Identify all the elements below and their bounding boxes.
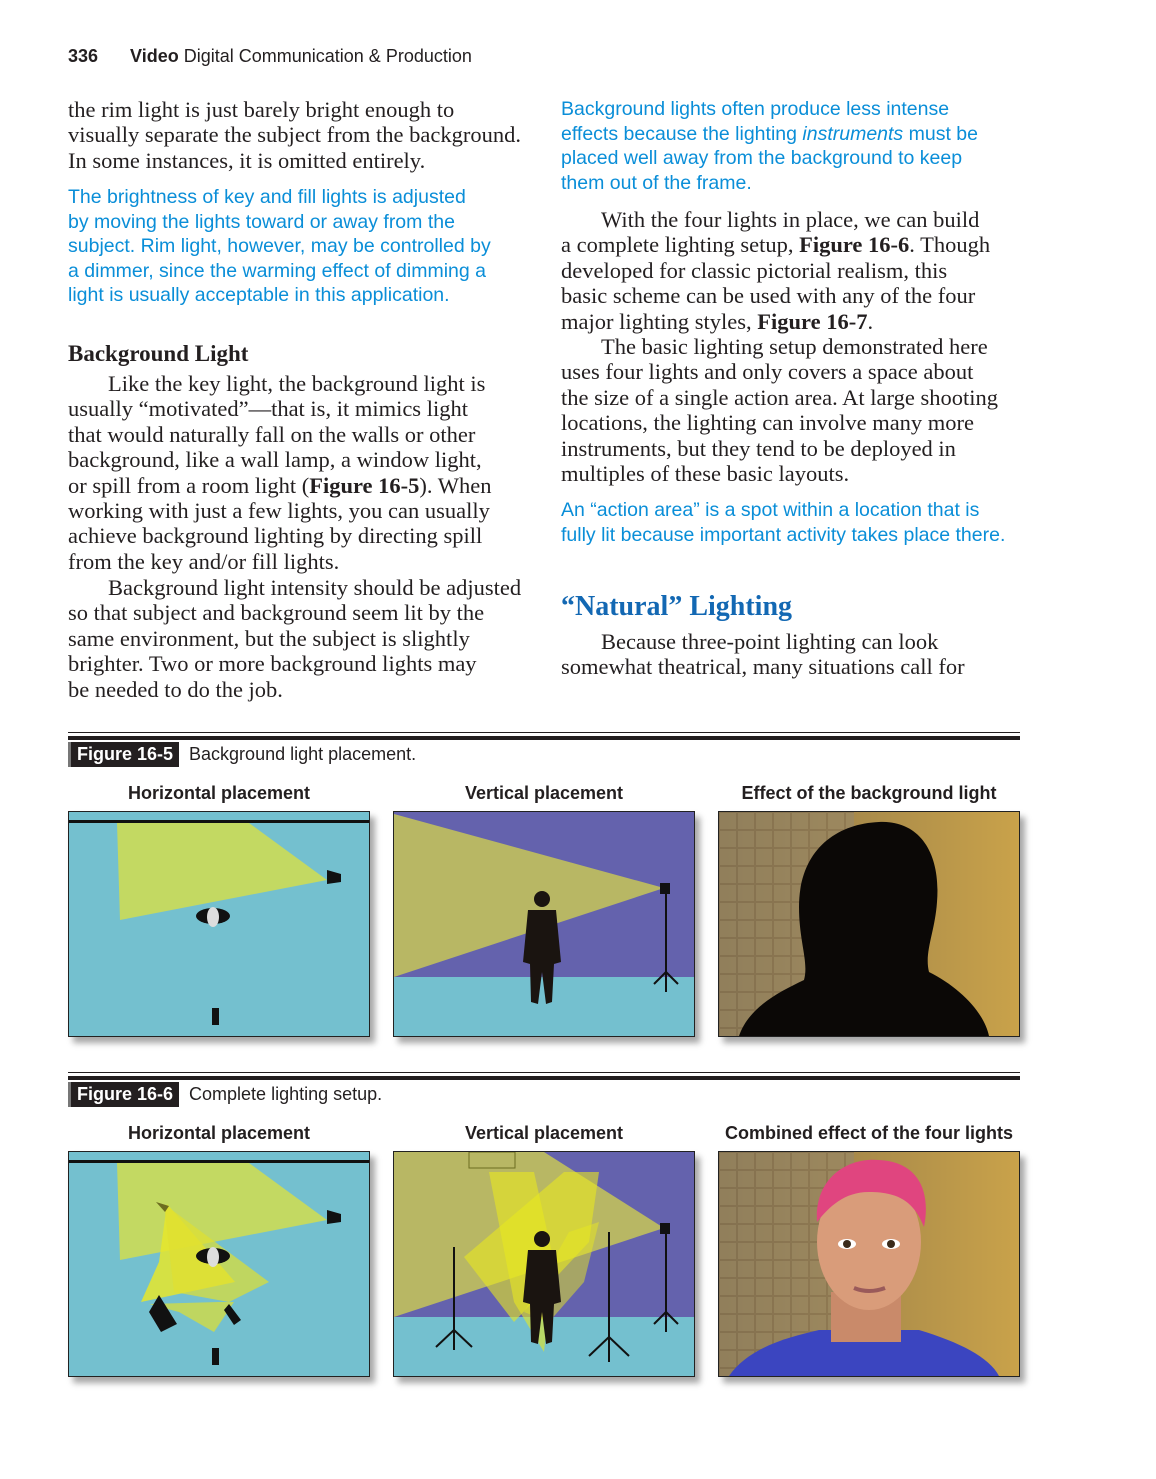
camera-icon bbox=[212, 1008, 219, 1025]
text-segment: uses four lights and only covers a space about bbox=[561, 359, 974, 385]
text-segment: effects because the lighting bbox=[561, 122, 803, 145]
running-header bbox=[68, 46, 472, 67]
figure-title: Background light placement. bbox=[189, 744, 417, 764]
text-line bbox=[561, 654, 965, 679]
text-line bbox=[561, 122, 978, 147]
text-line bbox=[68, 651, 521, 676]
margin-note bbox=[561, 498, 1005, 547]
text-line bbox=[68, 677, 521, 702]
text-line bbox=[68, 371, 491, 396]
text-segment: instruments, but they tend to be deployed in bbox=[561, 435, 956, 461]
text-line bbox=[68, 148, 521, 173]
text-line bbox=[68, 523, 491, 548]
paragraph bbox=[68, 575, 521, 702]
text-line bbox=[561, 232, 990, 257]
text-segment: Because three-point lighting can look bbox=[601, 629, 939, 654]
panel-caption: Vertical placement bbox=[464, 783, 624, 803]
text-segment: the rim light is just barely bright enough to bbox=[68, 97, 455, 122]
figure-reference: Figure 16-7 bbox=[757, 308, 868, 334]
panel-caption: Horizontal placement bbox=[127, 783, 311, 803]
text-segment: from the key and/or fill lights. bbox=[68, 548, 340, 574]
figure-number: Figure 16-5 bbox=[68, 742, 179, 767]
complete-horizontal-diagram bbox=[68, 1151, 370, 1377]
text-segment: visually separate the subject from the background. bbox=[68, 122, 521, 148]
text-line bbox=[561, 410, 998, 435]
figure-number: Figure 16-6 bbox=[68, 1082, 179, 1107]
text-segment: . Though bbox=[909, 232, 991, 258]
divider bbox=[68, 1076, 1020, 1080]
text-segment: same environment, but the subject is slightly bbox=[68, 625, 470, 651]
text-line bbox=[561, 171, 978, 196]
text-segment: somewhat theatrical, many situations call for bbox=[561, 654, 965, 680]
page-number: 336 bbox=[68, 46, 99, 66]
text-line bbox=[561, 385, 998, 410]
text-segment: The basic lighting setup demonstrated here bbox=[601, 334, 988, 359]
text-line bbox=[68, 626, 521, 651]
text-segment: fully lit because important activity takes place there. bbox=[561, 523, 1006, 546]
text-line bbox=[561, 207, 990, 232]
text-segment: developed for classic pictorial realism, this bbox=[561, 257, 948, 283]
text-segment: or spill from a room light ( bbox=[68, 472, 310, 498]
text-line bbox=[68, 97, 521, 122]
text-line bbox=[561, 436, 998, 461]
text-segment: be needed to do the job. bbox=[68, 676, 283, 702]
text-segment: instruments bbox=[802, 122, 904, 145]
text-line bbox=[68, 549, 491, 574]
text-segment: background, like a wall lamp, a window light, bbox=[68, 447, 482, 473]
text-segment: ). When bbox=[419, 472, 492, 498]
text-line bbox=[561, 146, 978, 171]
paragraph bbox=[561, 629, 965, 680]
text-segment: working with just a few lights, you can usually bbox=[68, 498, 490, 524]
panel-caption: Horizontal placement bbox=[127, 1123, 311, 1143]
text-line bbox=[68, 447, 491, 472]
book-title-bold: Video bbox=[130, 46, 179, 66]
horizontal-placement-diagram bbox=[68, 811, 370, 1037]
text-segment: subject. Rim light, however, may be controlled by bbox=[68, 235, 491, 258]
text-segment: placed well away from the background to keep bbox=[561, 147, 963, 170]
text-segment: brighter. Two or more background lights may bbox=[68, 651, 477, 677]
text-line bbox=[561, 359, 998, 384]
text-line bbox=[561, 258, 990, 283]
text-line bbox=[68, 210, 491, 235]
text-segment: usually “motivated”—that is, it mimics light bbox=[68, 396, 468, 422]
text-segment: . bbox=[867, 308, 874, 334]
figure-label bbox=[68, 742, 416, 767]
divider bbox=[68, 736, 1020, 740]
section-heading: Background Light bbox=[68, 341, 249, 366]
combined-effect-photo bbox=[718, 1151, 1020, 1377]
text-line bbox=[561, 97, 978, 122]
text-line bbox=[561, 283, 990, 308]
figure-reference: Figure 16-5 bbox=[309, 472, 420, 498]
text-segment: In some instances, it is omitted entirely. bbox=[68, 147, 426, 173]
text-segment: Like the key light, the background light is bbox=[108, 371, 486, 396]
text-segment: a dimmer, since the warming effect of dimming a bbox=[68, 259, 486, 282]
text-line bbox=[561, 309, 990, 334]
text-line bbox=[561, 629, 965, 654]
text-line bbox=[68, 234, 491, 259]
text-line bbox=[68, 422, 491, 447]
text-line bbox=[68, 473, 491, 498]
text-line bbox=[68, 600, 521, 625]
book-title: Digital Communication & Production bbox=[178, 46, 472, 66]
panel-caption: Effect of the background light bbox=[741, 783, 997, 803]
margin-note bbox=[68, 185, 491, 308]
divider bbox=[68, 732, 1020, 733]
text-segment: With the four lights in place, we can build bbox=[601, 207, 980, 232]
text-segment: An “action area” is a spot within a location that is bbox=[561, 499, 980, 521]
text-line bbox=[68, 575, 521, 600]
text-segment: basic scheme can be used with any of the four bbox=[561, 283, 976, 309]
text-line bbox=[561, 334, 998, 359]
text-segment: The brightness of key and fill lights is adjusted bbox=[68, 186, 466, 208]
vertical-placement-diagram bbox=[393, 811, 695, 1037]
figure-label bbox=[68, 1082, 382, 1107]
text-line bbox=[68, 283, 491, 308]
text-segment: achieve background lighting by directing spill bbox=[68, 523, 483, 549]
text-segment: Background lights often produce less intense bbox=[561, 98, 950, 120]
figure-reference: Figure 16-6 bbox=[799, 232, 910, 258]
text-segment: that would naturally fall on the walls or other bbox=[68, 421, 476, 447]
margin-note bbox=[561, 97, 978, 195]
paragraph bbox=[561, 334, 998, 486]
text-line bbox=[68, 185, 491, 210]
text-line bbox=[561, 461, 998, 486]
text-segment: major lighting styles, bbox=[561, 308, 758, 334]
panel-caption: Vertical placement bbox=[464, 1123, 624, 1143]
text-segment: Background light intensity should be adjusted bbox=[108, 575, 522, 600]
text-segment: must be bbox=[903, 122, 978, 145]
paragraph bbox=[68, 97, 521, 173]
text-segment: so that subject and background seem lit by the bbox=[68, 600, 485, 626]
text-segment: a complete lighting setup, bbox=[561, 232, 800, 258]
text-line bbox=[561, 523, 1005, 548]
figure-title: Complete lighting setup. bbox=[189, 1084, 383, 1104]
text-line bbox=[68, 259, 491, 284]
text-line bbox=[561, 498, 1005, 523]
divider bbox=[68, 1072, 1020, 1073]
background-light-effect-photo bbox=[718, 811, 1020, 1037]
paragraph bbox=[561, 207, 990, 334]
text-line bbox=[68, 122, 521, 147]
text-segment: the size of a single action area. At large shooting bbox=[561, 384, 998, 410]
text-segment: by moving the lights toward or away from the bbox=[68, 210, 455, 233]
paragraph bbox=[68, 371, 491, 574]
panel-caption: Combined effect of the four lights bbox=[725, 1123, 1013, 1143]
text-line bbox=[68, 396, 491, 421]
text-segment: light is usually acceptable in this application. bbox=[68, 284, 450, 307]
section-heading: “Natural” Lighting bbox=[561, 591, 793, 622]
text-line bbox=[68, 498, 491, 523]
complete-vertical-diagram bbox=[393, 1151, 695, 1377]
text-segment: locations, the lighting can involve many more bbox=[561, 410, 975, 436]
camera-icon bbox=[212, 1348, 219, 1365]
text-segment: multiples of these basic layouts. bbox=[561, 461, 850, 487]
text-segment: them out of the frame. bbox=[561, 171, 752, 194]
